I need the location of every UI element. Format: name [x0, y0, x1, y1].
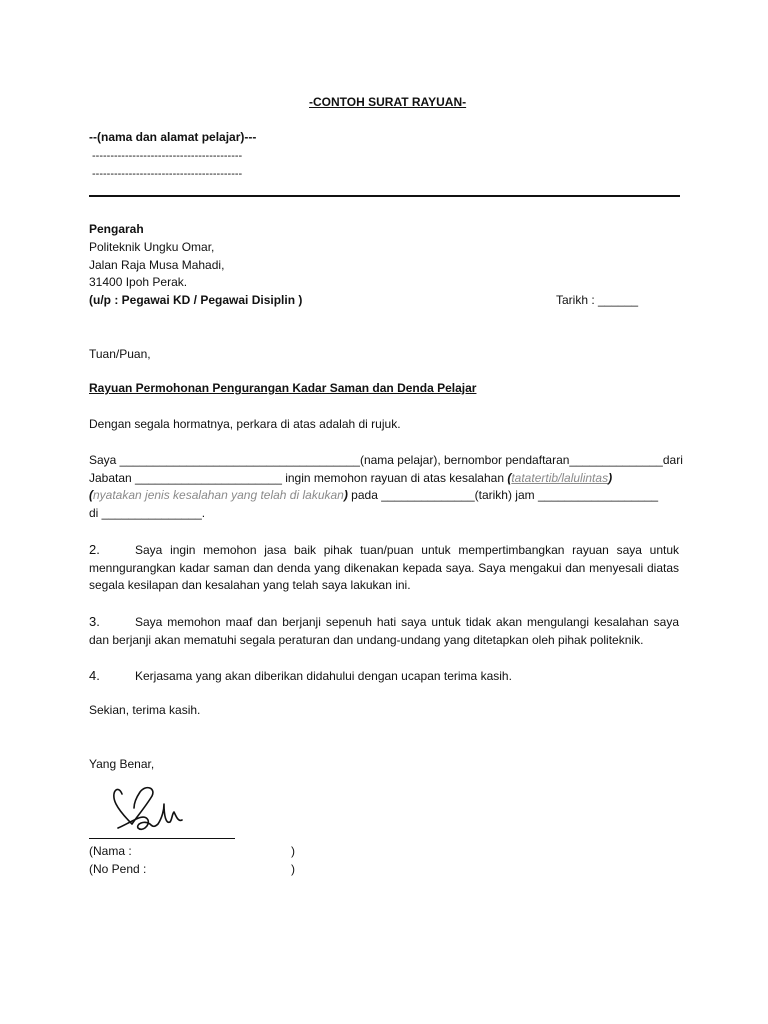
handwritten-signature: [108, 782, 198, 838]
body-line-1-c: ___(nama pelajar), bernombor pendaftaran______________dari: [339, 453, 683, 467]
date-field: Tarikh : ______: [556, 293, 639, 307]
paragraph-4-text: Kerjasama yang akan diberikan didahului dengan ucapan terima kasih.: [135, 669, 512, 683]
body-line-1-a: Saya _______: [89, 453, 167, 467]
body-line-2-paren-open: (: [507, 471, 512, 485]
recipient-line-2: Jalan Raja Musa Mahadi,: [89, 258, 225, 272]
recipient-line-3: 31400 Ipoh Perak.: [89, 275, 188, 289]
sign-off: Yang Benar,: [89, 757, 155, 771]
header-divider: [89, 195, 680, 197]
pend-label: (No Pend :: [89, 862, 147, 876]
salutation: Tuan/Puan,: [89, 347, 151, 361]
sender-line-2: -----------------------------------------: [92, 168, 243, 180]
pend-close-paren: ): [291, 862, 295, 876]
sender-line-1: -----------------------------------------: [92, 150, 243, 162]
offence-description-hint: nyatakan jenis kesalahan yang telah di lakukan: [93, 488, 344, 502]
body-line-2-paren-close: ): [608, 471, 613, 485]
letter-title: -CONTOH SURAT RAYUAN-: [309, 95, 467, 109]
paragraph-3-number: 3.: [89, 614, 100, 629]
body-line-3-d: pada ______________(tarikh) jam __________________: [347, 488, 659, 502]
paragraph-3-text: Saya memohon maaf dan berjanji sepenuh hati saya untuk tidak akan mengulangi kesalahan saya dan berjanji akan mematuhi segala peraturan dan undang-undang yang ditetapkan oleh pihak politeknik.: [89, 615, 679, 647]
subject-line: Rayuan Permohonan Pengurangan Kadar Saman dan Denda Pelajar: [89, 381, 477, 395]
sender-label: --(nama dan alamat pelajar)---: [89, 130, 257, 144]
body-line-1: [89, 452, 683, 469]
body-line-3-paren-open: (: [89, 488, 93, 502]
body-line-1-b: __________________________: [166, 453, 340, 467]
closing-line: Sekian, terima kasih.: [89, 703, 201, 717]
offence-type-hint: tatatertib/lalulintas: [511, 471, 609, 485]
recipient-title: Pengarah: [89, 222, 144, 236]
body-line-4: di _______________.: [89, 506, 206, 520]
attention-line: (u/p : Pegawai KD / Pegawai Disiplin ): [89, 293, 303, 307]
name-close-paren: ): [291, 844, 295, 858]
body-line-3-paren-close: ): [343, 488, 348, 502]
intro-line: Dengan segala hormatnya, perkara di atas adalah di rujuk.: [89, 417, 401, 431]
body-line-2: [89, 470, 612, 487]
paragraph-3: [89, 613, 679, 649]
name-label: (Nama :: [89, 844, 132, 858]
paragraph-2: [89, 541, 679, 595]
paragraph-2-text: Saya ingin memohon jasa baik pihak tuan/puan untuk mempertimbangkan rayuan saya untuk menngurangkan kadar saman dan denda yang dikenakan kepada saya. Saya mengakui dan menyesali diatas segala kesilapan dan kesalahan yang telah saya lakukan ini.: [89, 543, 679, 592]
body-line-3: [89, 487, 658, 504]
paragraph-4: [89, 667, 679, 686]
recipient-line-1: Politeknik Ungku Omar,: [89, 240, 215, 254]
body-line-2-a: Jabatan ______________________ ingin memohon rayuan di atas kesalahan: [89, 471, 508, 485]
signature-line: [89, 838, 235, 839]
paragraph-2-number: 2.: [89, 542, 100, 557]
paragraph-4-number: 4.: [89, 668, 100, 683]
